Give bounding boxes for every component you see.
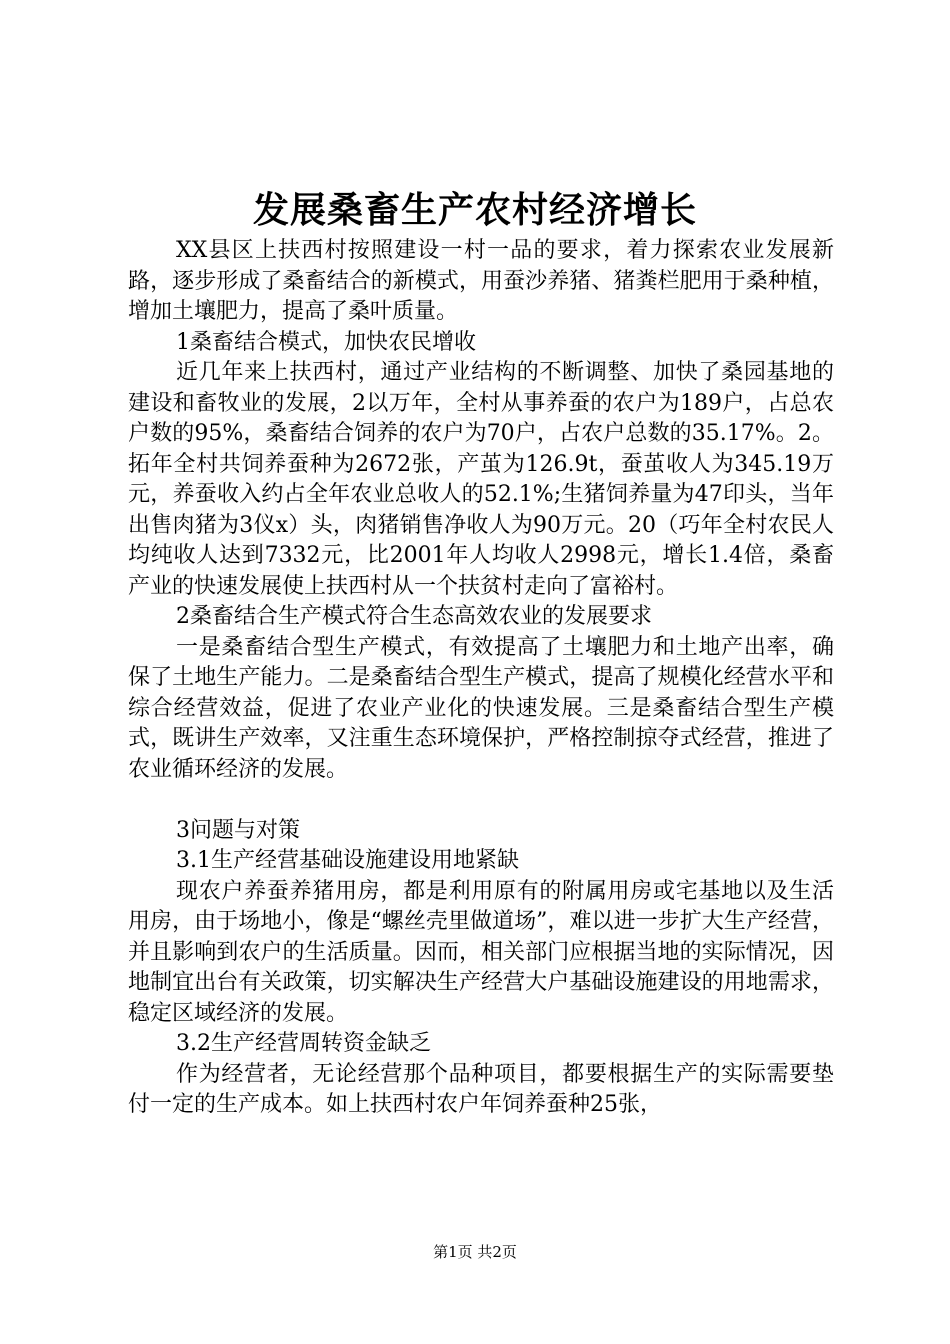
paragraph-section-2: 一是桑畜结合型生产模式，有效提高了土壤肥力和土地产出率，确保了土地生产能力。二是桑畜结合型生产模式，提高了规模化经营水平和综合经营效益，促进了农业产业化的快速发展。三是桑畜结合型生产模式，既讲生产效率，又注重生态环境保护，严格控制掠夺式经营，推进了农业循环经济的发展。 bbox=[128, 634, 834, 782]
section-heading-3: 3问题与对策 bbox=[176, 817, 300, 843]
subsection-heading-3-1: 3.1生产经营基础设施建设用地紧缺 bbox=[176, 848, 519, 873]
section-heading-1: 1桑畜结合模式，加快农民增收 bbox=[176, 329, 476, 355]
paragraph-section-3-2: 作为经营者，无论经营那个品种项目，都要根据生产的实际需要垫付一定的生产成本。如上扶西村农户年饲养蚕种25张， bbox=[128, 1061, 834, 1117]
page-number-footer: 第1页 共2页 bbox=[433, 1243, 517, 1261]
document-body bbox=[128, 236, 834, 1121]
paragraph-intro: XX县区上扶西村按照建设一村一品的要求，着力探索农业发展新路，逐步形成了桑畜结合的新模式，用蚕沙养猪、猪粪栏肥用于桑种植，增加土壤肥力，提高了桑叶质量。 bbox=[128, 238, 834, 324]
paragraph-spacer bbox=[128, 785, 834, 816]
paragraph-section-3-1: 现农户养蚕养猪用房，都是利用原有的附属用房或宅基地以及生活用房，由于场地小，像是“螺丝壳里做道场”，难以进一步扩大生产经营，并且影响到农户的生活质量。因而，相关部门应根据当地的实际情况，因地制宜出台有关政策，切实解决生产经营大户基础设施建设的用地需求，稳定区域经济的发展。 bbox=[128, 878, 834, 1026]
paragraph-section-1: 近几年来上扶西村，通过产业结构的不断调整、加快了桑园基地的建设和畜牧业的发展，2以万年，全村从事养蚕的农户为189户，占总农户数的95%，桑畜结合饲养的农户为70户，占农户总数的35.17%。2。拓年全村共饲养蚕种为2672张，产茧为126.9t，蚕茧收人为345.19万元，养蚕收入约占全年农业总收人的52.1%;生猪饲养量为47印头，当年出售肉猪为3仪x）头，肉猪销售净收人为90万元。20（巧年全村农民人均纯收人达到7332元，比2001年人均收人2998元，增长1.4倍，桑畜产业的快速发展使上扶西村从一个扶贫村走向了富裕村。 bbox=[128, 360, 834, 599]
document-title: 发展桑畜生产农村经济增长 bbox=[252, 189, 697, 231]
section-heading-2: 2桑畜结合生产模式符合生态高效农业的发展要求 bbox=[176, 604, 652, 629]
subsection-heading-3-2: 3.2生产经营周转资金缺乏 bbox=[176, 1031, 431, 1056]
